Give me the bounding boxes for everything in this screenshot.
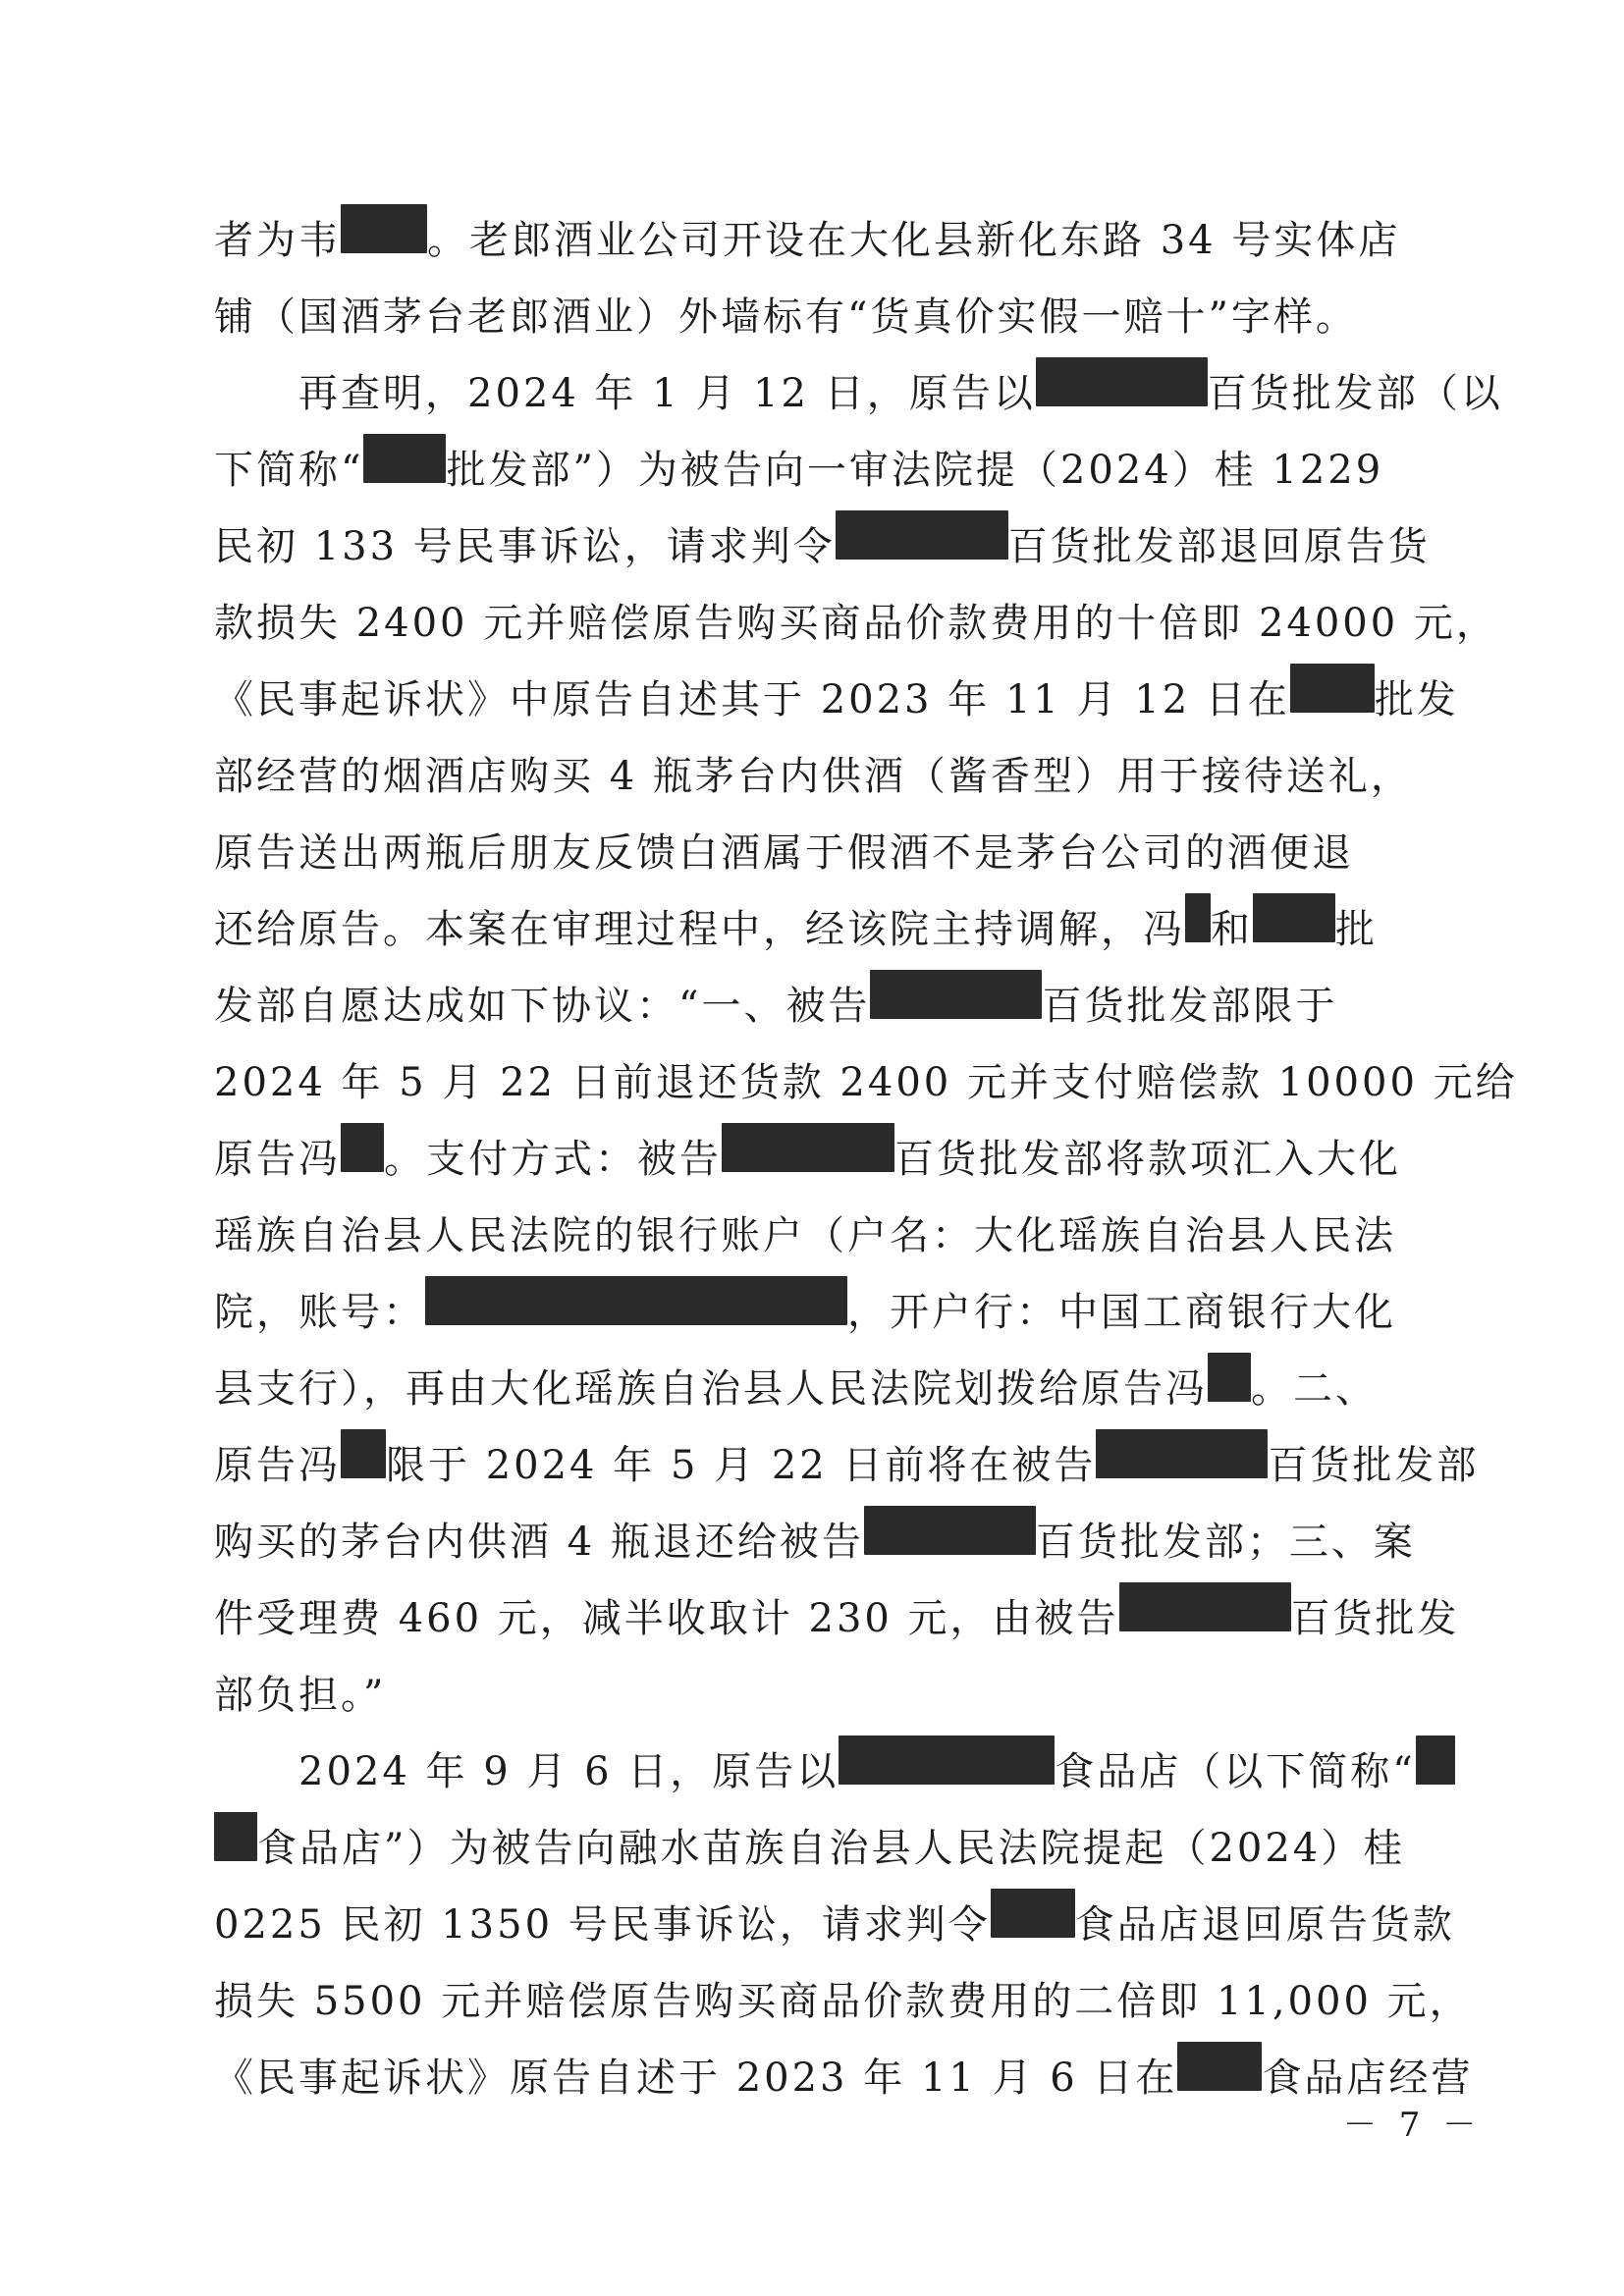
text-line [214,1657,1422,1734]
redaction-block [1096,1429,1268,1478]
text-line [214,1274,1422,1351]
text-segment: 院，账号： [214,1290,425,1335]
text-line [214,1427,1480,1504]
text-segment: 食品店”）为被告向融水苗族自治县人民法院提起（2024）桂 [257,1826,1406,1871]
text-segment: 批发 [1374,677,1459,722]
redaction-block [363,434,446,483]
text-line [298,355,1503,432]
text-line [214,279,1422,355]
redaction-block [1416,1735,1455,1785]
text-segment: 者为韦 [214,218,341,263]
text-line [214,1887,1455,1963]
text-line [214,2040,1474,2116]
text-segment: 百货批发部；三、案 [1035,1520,1416,1565]
text-segment: 再查明，2024 年 1 月 12 日，原告以 [298,371,1036,416]
text-line [214,1198,1422,1274]
redaction-block [1290,664,1375,713]
text-line [214,202,1422,279]
text-segment: 还给原告。本案在审理过程中，经该院主持调解，冯 [214,907,1185,952]
text-segment: 发部自愿达成如下协议：“一、被告 [214,984,871,1029]
text-line [214,1121,1422,1198]
redaction-block [1185,893,1211,942]
text-segment: 百货批发 [1290,1596,1460,1641]
text-line [214,1963,1472,2040]
text-segment: 铺（国酒茅台老郎酒业）外墙标有“货真价实假一赔十”字样。 [214,294,1358,340]
text-segment: 民初 133 号民事诉讼，请求判令 [214,524,836,569]
redaction-block [341,1429,386,1478]
redaction-block [1208,1353,1251,1402]
text-segment: 百货批发部将款项汇入大化 [894,1137,1401,1182]
text-line [214,432,1422,508]
redaction-block [836,510,1008,560]
text-segment: 购买的茅台内供酒 4 瓶退还给被告 [214,1520,864,1565]
text-segment: 。二、 [1251,1366,1378,1412]
redaction-block [722,1123,894,1172]
text-segment: 批发部”）为被告向一审法院提（2024）桂 1229 [446,448,1384,493]
text-line [214,1044,1518,1121]
text-segment: ，开户行：中国工商银行大化 [847,1290,1396,1335]
text-segment: 瑶族自治县人民法院的银行账户（户名：大化瑶族自治县人民法 [214,1213,1396,1258]
text-line [214,662,1459,738]
text-segment: 0225 民初 1350 号民事诉讼，请求判令 [214,1902,991,1948]
text-segment: 下简称“ [214,448,364,493]
text-segment: 百货批发部 [1268,1443,1480,1488]
text-segment: 。老郎酒业公司开设在大化县新化东路 34 号实体店 [427,218,1401,263]
text-segment: 件受理费 460 元，减半收取计 230 元，由被告 [214,1596,1119,1641]
redaction-block [214,1812,257,1861]
redaction-block [341,204,427,253]
redaction-block [991,1889,1075,1938]
redaction-block [341,1123,384,1172]
text-segment: 批 [1335,907,1378,952]
text-line [214,738,1422,815]
text-line [214,1580,1460,1657]
text-line [214,508,1431,585]
text-segment: 和 [1211,907,1253,952]
text-segment: 款损失 2400 元并赔偿原告购买商品价款费用的十倍即 24000 元， [214,601,1498,646]
text-segment: 损失 5500 元并赔偿原告购买商品价款费用的二倍即 11,000 元， [214,1979,1472,2024]
text-segment: 食品店（以下简称“ [1055,1749,1416,1794]
text-segment: 2024 年 5 月 22 日前退还货款 2400 元并支付赔偿款 10000 元给 [214,1060,1518,1105]
text-line [214,891,1422,968]
redaction-block [839,1735,1055,1785]
text-line [214,815,1422,891]
text-segment: 食品店经营 [1262,2056,1474,2101]
text-line [214,1504,1422,1580]
text-segment: 《民事起诉状》中原告自述其于 2023 年 11 月 12 日在 [214,677,1290,722]
text-segment: 原告送出两瓶后朋友反馈白酒属于假酒不是茅台公司的酒便退 [214,830,1354,876]
text-segment: 《民事起诉状》原告自述于 2023 年 11 月 6 日在 [214,2056,1178,2101]
redaction-block [870,970,1042,1019]
text-segment: 县支行），再由大化瑶族自治县人民法院划拨给原告冯 [214,1366,1208,1412]
text-line [298,1734,1422,1810]
redaction-block [1177,2042,1262,2091]
text-line [214,585,1498,662]
page-number: － 7 － [1343,2106,1483,2145]
text-segment: 部负担。” [214,1673,387,1718]
redaction-block [1036,357,1208,406]
text-segment: 百货批发部限于 [1042,984,1338,1029]
redaction-block [425,1276,847,1325]
text-line [214,968,1422,1044]
text-segment: 原告冯 [214,1443,341,1488]
redaction-block [864,1506,1036,1555]
text-segment: 百货批发部（以 [1207,371,1503,416]
text-line [214,1810,1422,1887]
text-segment: 。支付方式：被告 [384,1137,722,1182]
text-segment: 食品店退回原告货款 [1074,1902,1455,1948]
text-segment: 原告冯 [214,1137,341,1182]
text-line [214,1351,1422,1427]
redaction-block [1119,1582,1291,1631]
text-segment: 百货批发部退回原告货 [1007,524,1431,569]
redaction-block [1253,893,1335,942]
text-segment: 部经营的烟酒店购买 4 瓶茅台内供酒（酱香型）用于接待送礼， [214,754,1413,799]
text-segment: 2024 年 9 月 6 日，原告以 [298,1749,839,1794]
text-segment: 限于 2024 年 5 月 22 日前将在被告 [386,1443,1097,1488]
